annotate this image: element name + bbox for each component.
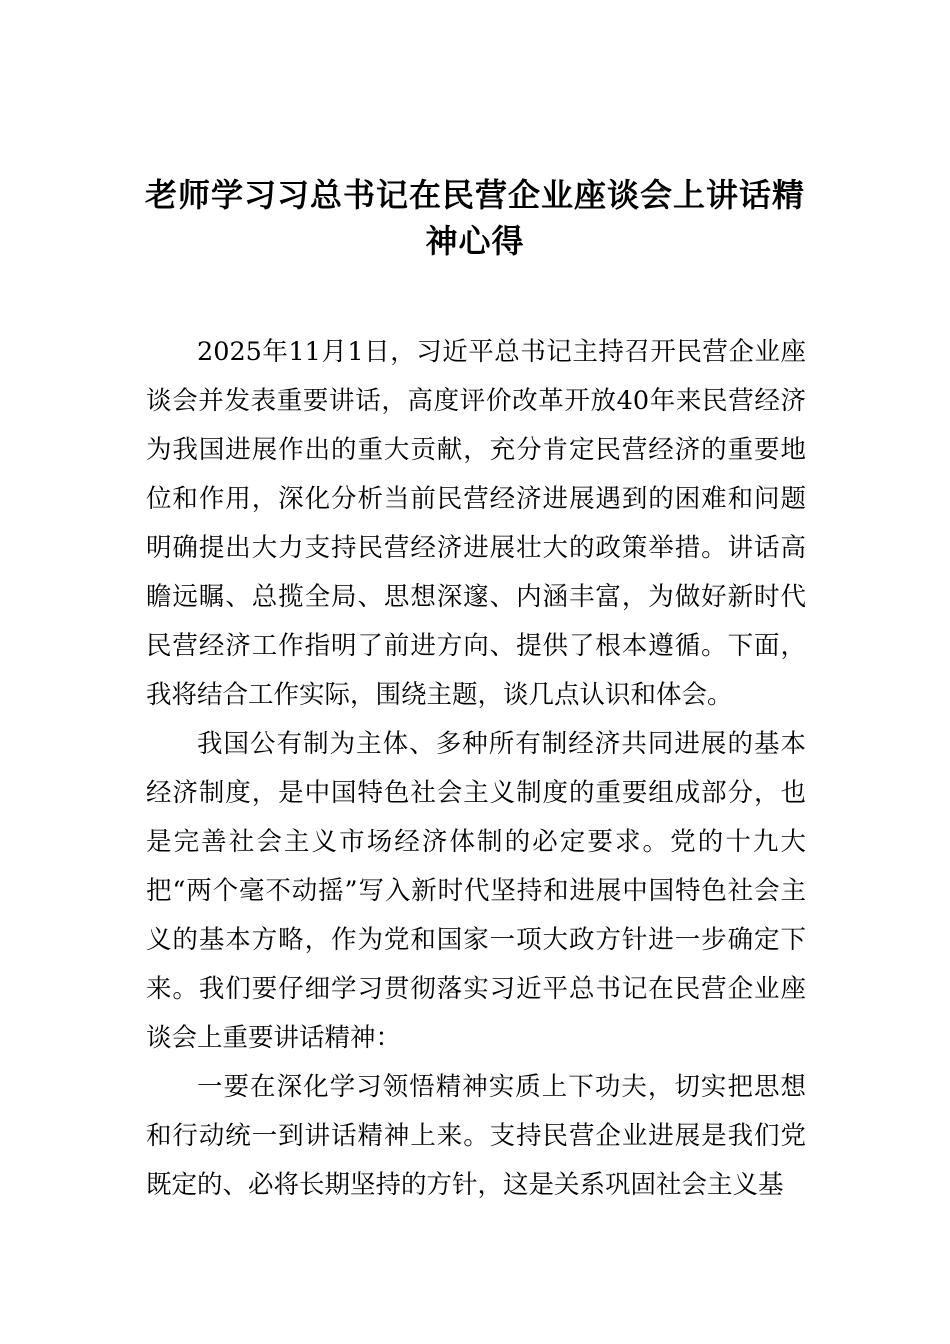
- document-body: [146, 328, 806, 1210]
- document-title: 老师学习习总书记在民营企业座谈会上讲话精神心得: [144, 176, 805, 260]
- paragraph-3: 一要在深化学习领悟精神实质上下功夫，切实把思想和行动统一到讲话精神上来。支持民营企业进展是我们党既定的、必将长期坚持的方针，这是关系巩固社会主义基: [146, 1072, 806, 1200]
- paragraph-1: 2025年11月1日，习近平总书记主持召开民营企业座谈会并发表重要讲话，高度评价改革开放40年来民营经济为我国进展作出的重大贡献，充分肯定民营经济的重要地位和作用，深化分析当前民营经济进展遇到的困难和问题明确提出大力支持民营经济进展壮大的政策举措。讲话高瞻远瞩、总揽全局、思想深邃、内涵丰富，为做好新时代民营经济工作指明了前进方向、提供了根本遵循。下面，我将结合工作实际，围绕主题，谈几点认识和体会。: [146, 337, 806, 710]
- paragraph-2: 我国公有制为主体、多种所有制经济共同进展的基本经济制度，是中国特色社会主义制度的重要组成部分，也是完善社会主义市场经济体制的必定要求。党的十九大把“两个毫不动摇”写入新时代坚持和进展中国特色社会主义的基本方略，作为党和国家一项大政方针进一步确定下来。我们要仔细学习贯彻落实习近平总书记在民营企业座谈会上重要讲话精神：: [146, 729, 806, 1053]
